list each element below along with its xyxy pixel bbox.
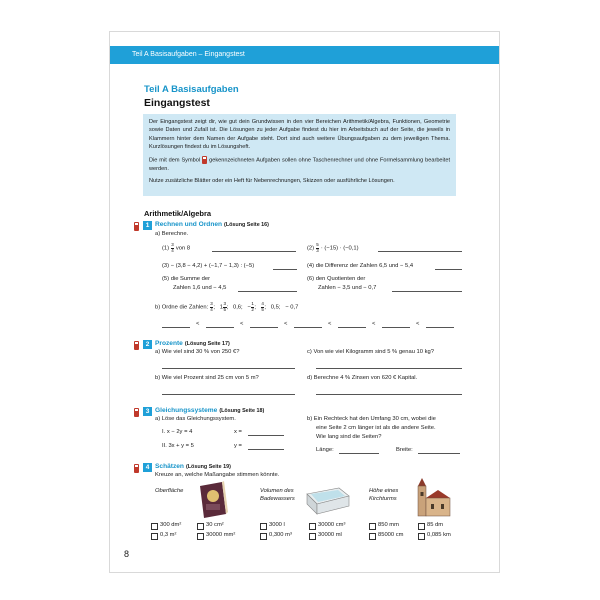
order-slot[interactable] (294, 327, 322, 328)
less-than: < (328, 321, 332, 327)
option-checkbox[interactable] (151, 523, 158, 530)
task-4-instruction: Kreuze an, welche Maßangabe stimmen könnte. (155, 472, 280, 478)
option-checkbox[interactable] (418, 523, 425, 530)
order-slot[interactable] (338, 327, 366, 328)
answer-line[interactable] (392, 291, 462, 292)
laenge-answer-line[interactable] (339, 453, 379, 454)
church-illustration (412, 478, 452, 518)
y-label: y = (234, 443, 242, 449)
option-checkbox[interactable] (369, 523, 376, 530)
task-3b-line2: eine Seite 2 cm länger ist als die andere Seite. (316, 425, 436, 431)
estimate-label-height-2: Kirchturms (369, 496, 397, 502)
no-calculator-icon (134, 464, 139, 473)
task-2d: d) Berechne 4 % Zinsen von 620 € Kapital. (307, 375, 418, 381)
no-calculator-icon (134, 408, 139, 417)
numerator: 4 (261, 301, 264, 306)
task-3-name: Gleichungssysteme (155, 407, 218, 414)
numerator: 1 (251, 301, 254, 306)
estimate-label-volume-2: Badewassers (260, 496, 295, 502)
task-1a3: (3) − (3,8 − 4,2) + (−1,7 − 1,3) : (−5) (162, 263, 255, 269)
answer-line[interactable] (316, 394, 462, 395)
fraction (171, 243, 175, 253)
option-checkbox[interactable] (369, 533, 376, 540)
task-1a4: (4) die Differenz der Zahlen 6,5 und − 5,4 (307, 263, 414, 269)
page-number: 8 (124, 549, 130, 559)
task-2c: c) Von wie viel Kilogramm sind 5 % genau 10 kg? (307, 349, 434, 355)
less-than: < (284, 321, 288, 327)
answer-line[interactable] (316, 368, 462, 369)
option-label: 30000 ml (318, 532, 342, 538)
option-label: 85000 cm (378, 532, 404, 538)
value: 0,6; (232, 304, 243, 311)
task-2b: b) Wie viel Prozent sind 25 cm von 5 m? (155, 375, 259, 381)
intro-box (143, 114, 456, 196)
intro-paragraph-1: Der Eingangstest zeigt dir, wie gut dein Grundwissen in den vier Bereichen Arithmetik/Algebra, Funktionen, Geometrie sowie Daten und Zufall ist. Die Lösungen zu jeder Aufgabe findest du hier im Arbeitsbuch auf der Seite, die jeweils in Klammern hinter dem Namen der Aufgabe steht. Dort sind auch weitere Übungsaufgaben zu dem jeweiligen Thema. Kurzlösungen findest du im Lösungsheft. (149, 119, 450, 151)
task-4-solution-ref: (Lösung Seite 19) (185, 464, 231, 470)
answer-line[interactable] (435, 269, 462, 270)
task-number-4: 4 (143, 463, 152, 472)
numerator: 5 (316, 242, 319, 247)
topic-title: Arithmetik/Algebra (144, 209, 212, 218)
order-slot[interactable] (206, 327, 234, 328)
task-1a6-line1: (6) den Quotienten der (307, 276, 366, 282)
order-slot[interactable] (162, 327, 190, 328)
task-3b-line1: b) Ein Rechteck hat den Umfang 30 cm, wobei die (307, 416, 436, 422)
estimate-label-height-1: Höhe eines (369, 488, 399, 494)
task-4-title (155, 463, 231, 470)
fraction (223, 302, 227, 312)
option-label: 0,300 m³ (269, 532, 292, 538)
denominator: 2 (251, 306, 254, 312)
intro-p2-end: gekennzeichneten Aufgaben sollen ohne Taschenrechner und ohne Formelsammlung bearbeitet werden. (149, 157, 451, 172)
task-3b-line3: Wie lang sind die Seiten? (316, 434, 382, 440)
task-1a1-rest: von 8 (175, 245, 191, 252)
task-2a: a) Wie viel sind 30 % von 250 €? (155, 349, 240, 355)
denominator: 5 (223, 306, 227, 312)
fraction (316, 243, 320, 253)
option-label: 30 cm² (206, 522, 224, 528)
no-calculator-icon (134, 222, 139, 231)
task-1a1 (162, 243, 190, 253)
option-label: 3000 l (269, 522, 285, 528)
less-than: < (196, 321, 200, 327)
task-1b: b) Ordne die Zahlen: $\frac{3}{4}$ ; 1 $\frac{3}{5}$ ; 0,6; − $\frac{1}{2}$ ; $\frac{4}{5}$ ; 0,5; − 0,7 (155, 301, 299, 312)
task-1a2 (307, 243, 359, 253)
x-answer-line[interactable] (248, 435, 284, 436)
less-than: < (416, 321, 420, 327)
option-checkbox[interactable] (309, 533, 316, 540)
answer-line[interactable] (238, 291, 297, 292)
task-number-2: 2 (143, 340, 152, 349)
value: 0,5; (270, 304, 281, 311)
task-1a2-label: (2) (307, 245, 315, 252)
value: − 0,7 (285, 304, 299, 311)
part-title: Teil A Basisaufgaben (144, 84, 239, 95)
book-illustration (196, 480, 230, 520)
task-1a-label: a) Berechne. (155, 231, 189, 237)
fraction (251, 302, 255, 312)
option-checkbox[interactable] (151, 533, 158, 540)
denominator: 5 (261, 306, 264, 312)
denominator: 3 (316, 247, 319, 253)
section-title: Eingangstest (144, 97, 210, 109)
task-1a6-line2: Zahlen − 3,5 und − 0,7 (318, 285, 377, 291)
less-than: < (372, 321, 376, 327)
option-label: 30000 mm² (206, 532, 236, 538)
intro-p2-start: Die mit dem Symbol (149, 157, 201, 164)
workbook-page (109, 31, 500, 573)
task-1-title (155, 221, 269, 228)
header-bar: Teil A Basisaufgaben – Eingangstest (110, 46, 499, 64)
task-3-solution-ref: (Lösung Seite 18) (219, 408, 265, 414)
calculator-crossed-icon (202, 156, 207, 164)
task-1a5-line1: (5) die Summe der (162, 276, 211, 282)
numerator: 3 (171, 242, 174, 247)
task-1a5-line2: Zahlen 1,6 und − 4,5 (173, 285, 227, 291)
laenge-label: Länge: (316, 447, 334, 453)
answer-line[interactable] (273, 269, 297, 270)
answer-line[interactable] (162, 368, 295, 369)
task-1a1-label: (1) (162, 245, 170, 252)
denominator: 4 (171, 247, 174, 253)
option-label: 850 mm (378, 522, 399, 528)
option-label: 0,085 km (427, 532, 451, 538)
x-label: x = (234, 429, 242, 435)
estimate-label-surface: Oberfläche (155, 488, 184, 494)
task-number-1: 1 (143, 221, 152, 230)
breite-answer-line[interactable] (418, 453, 460, 454)
y-answer-line[interactable] (248, 449, 284, 450)
option-label: 300 dm² (160, 522, 182, 528)
option-checkbox[interactable] (260, 523, 267, 530)
task-1b-label: b) Ordne die Zahlen: (155, 304, 209, 311)
answer-line[interactable] (378, 251, 462, 252)
option-label: 30000 cm³ (318, 522, 346, 528)
task-1a2-rest: · (−15) · (−0,1) (320, 245, 359, 252)
task-1-name: Rechnen und Ordnen (155, 221, 223, 228)
option-checkbox[interactable] (418, 533, 425, 540)
task-2-name: Prozente (155, 340, 183, 347)
option-checkbox[interactable] (197, 533, 204, 540)
answer-line[interactable] (212, 251, 296, 252)
task-number-3: 3 (143, 407, 152, 416)
task-3-title (155, 407, 264, 414)
task-4-name: Schätzen (155, 463, 184, 470)
option-checkbox[interactable] (309, 523, 316, 530)
task-2-solution-ref: (Lösung Seite 17) (184, 341, 230, 347)
order-slot[interactable] (426, 327, 454, 328)
equation-1: I. x − 2y = 4 (162, 429, 193, 435)
option-checkbox[interactable] (197, 523, 204, 530)
order-slot[interactable] (382, 327, 410, 328)
option-label: 0,3 m² (160, 532, 177, 538)
option-label: 85 dm (427, 522, 444, 528)
denominator: 4 (210, 306, 213, 312)
task-2-title (155, 340, 230, 347)
fraction (210, 302, 214, 312)
less-than: < (240, 321, 244, 327)
numerator: 3 (210, 301, 213, 306)
fraction (261, 302, 265, 312)
bathtub-illustration (305, 484, 351, 516)
no-calculator-icon (134, 341, 139, 350)
order-slot[interactable] (250, 327, 278, 328)
equation-2: II. 3x + y = 5 (162, 443, 194, 449)
intro-paragraph-2 (149, 156, 450, 173)
estimate-label-volume-1: Volumen des (260, 488, 294, 494)
numerator: 3 (223, 301, 227, 306)
breite-label: Breite: (396, 447, 413, 453)
option-checkbox[interactable] (260, 533, 267, 540)
task-3a: a) Löse das Gleichungssystem. (155, 416, 236, 422)
task-1-solution-ref: (Lösung Seite 16) (224, 222, 269, 228)
answer-line[interactable] (162, 394, 295, 395)
intro-paragraph-3: Nutze zusätzliche Blätter oder ein Heft für Nebenrechnungen, Skizzen oder ausführliche Lösungen. (149, 177, 395, 184)
mixed-whole: 1 (219, 304, 223, 311)
